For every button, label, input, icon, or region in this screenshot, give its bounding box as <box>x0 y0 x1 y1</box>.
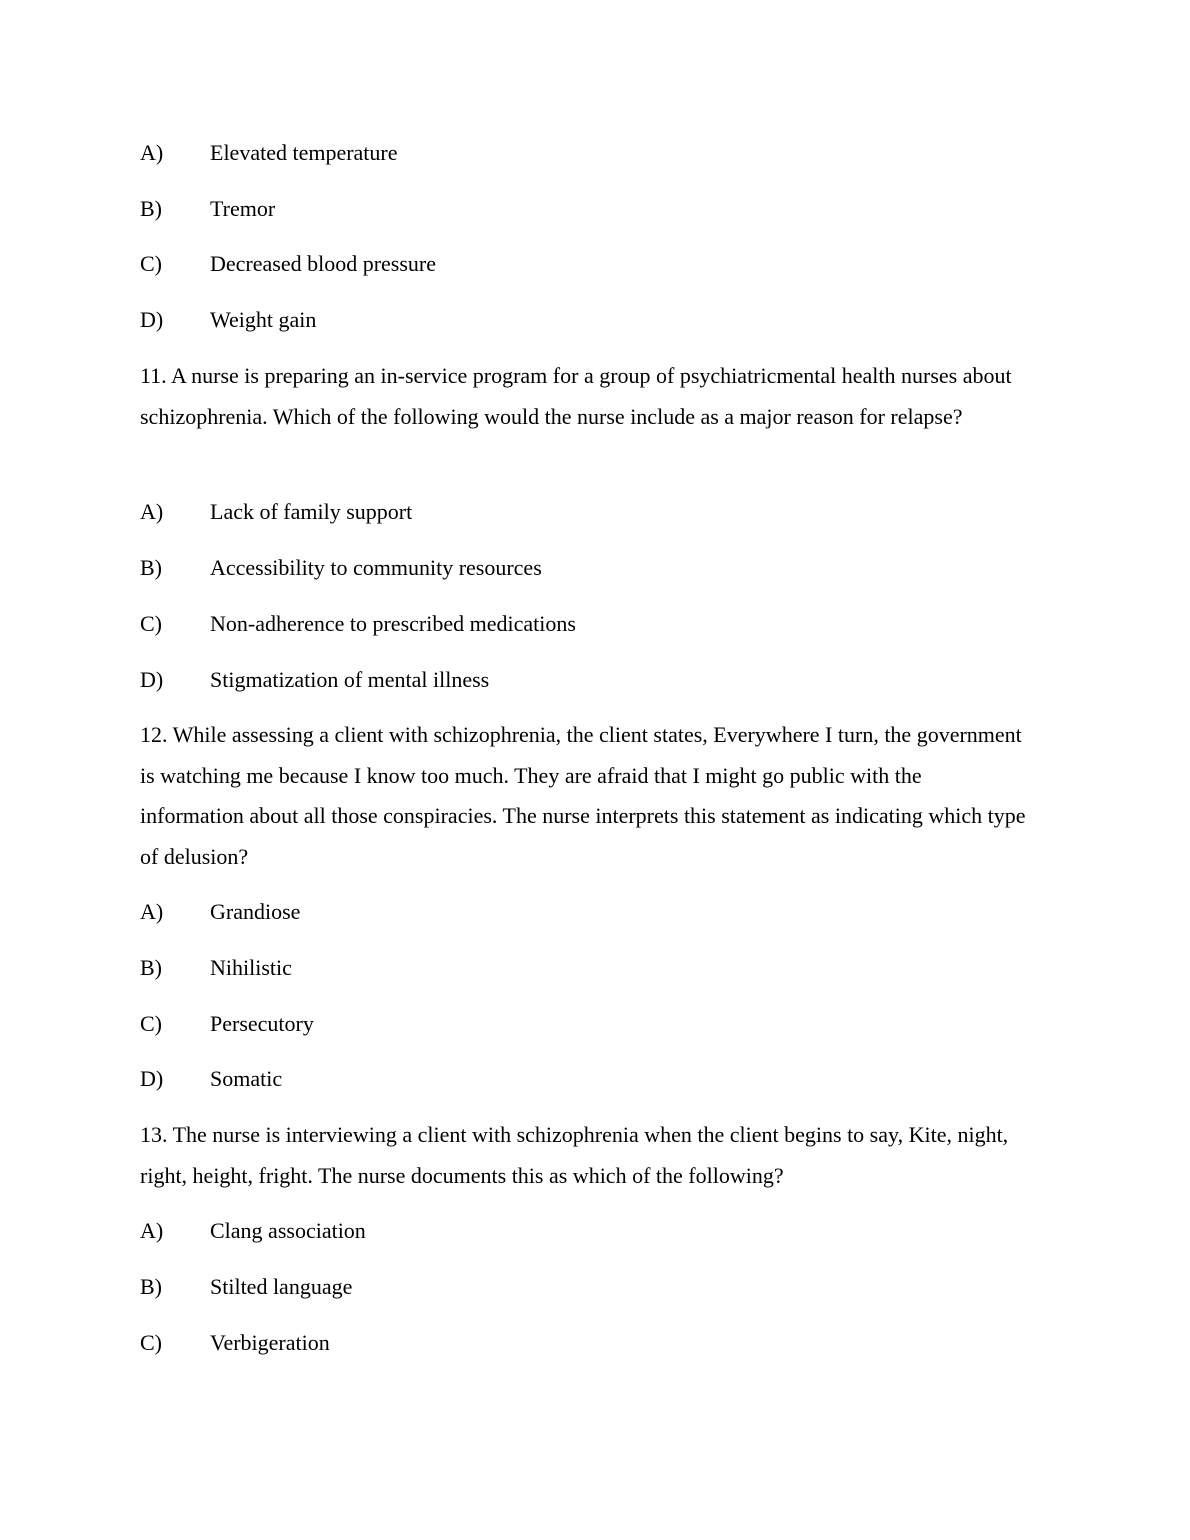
q13-stem: 13. The nurse is interviewing a client with schizophrenia when the client begins to say, Kite, night, right, height, fright. The nurse documents this as which of the following? <box>140 1122 1009 1188</box>
option-letter: D) <box>140 1066 164 1091</box>
option-letter: A) <box>140 140 164 165</box>
option-letter: A) <box>140 499 164 524</box>
option-text: Non-adherence to prescribed medications <box>210 611 576 636</box>
q11-stem: 11. A nurse is preparing an in-service program for a group of psychiatricmental health nurses about schizophrenia. Which of the following would the nurse include as a major reason for relapse? <box>140 363 1012 429</box>
option-text: Persecutory <box>210 1011 314 1036</box>
option-letter: C) <box>140 1330 162 1355</box>
option-letter: B) <box>140 196 162 221</box>
option-letter: D) <box>140 307 164 332</box>
q11-option-a <box>140 498 412 526</box>
q12-stem: 12. While assessing a client with schizophrenia, the client states, Everywhere I turn, the government is watching me because I know too much. They are afraid that I might go public with the information about all those conspiracies. The nurse interprets this statement as indicating which type of delusion? <box>140 722 1026 869</box>
option-text: Weight gain <box>210 307 317 332</box>
option-text: Decreased blood pressure <box>210 251 437 276</box>
option-letter: A) <box>140 1218 164 1243</box>
option-letter: C) <box>140 251 162 276</box>
option-text: Clang association <box>210 1218 366 1243</box>
option-text: Somatic <box>210 1066 283 1091</box>
q12-option-d <box>140 1065 282 1093</box>
q10-option-d <box>140 306 316 334</box>
q10-option-c <box>140 250 436 278</box>
q13-option-b <box>140 1273 352 1301</box>
option-text: Grandiose <box>210 899 301 924</box>
option-text: Stilted language <box>210 1274 353 1299</box>
option-letter: A) <box>140 899 164 924</box>
option-text: Stigmatization of mental illness <box>210 667 490 692</box>
q10-option-a <box>140 139 398 167</box>
option-letter: B) <box>140 1274 162 1299</box>
option-letter: D) <box>140 667 164 692</box>
option-text: Accessibility to community resources <box>210 555 542 580</box>
q12-option-b <box>140 954 292 982</box>
q11-option-b <box>140 554 542 582</box>
q10-option-b <box>140 195 275 223</box>
q13-option-c <box>140 1329 330 1357</box>
option-letter: C) <box>140 1011 162 1036</box>
option-text: Nihilistic <box>210 955 292 980</box>
q11-option-c <box>140 610 576 638</box>
q12-option-c <box>140 1010 314 1038</box>
option-letter: B) <box>140 955 162 980</box>
option-letter: B) <box>140 555 162 580</box>
q13-option-a <box>140 1217 366 1245</box>
option-text: Lack of family support <box>210 499 413 524</box>
option-text: Tremor <box>210 196 276 221</box>
q12-option-a <box>140 898 300 926</box>
option-text: Elevated temperature <box>210 140 398 165</box>
option-text: Verbigeration <box>210 1330 330 1355</box>
q11-option-d <box>140 666 489 694</box>
option-letter: C) <box>140 611 162 636</box>
